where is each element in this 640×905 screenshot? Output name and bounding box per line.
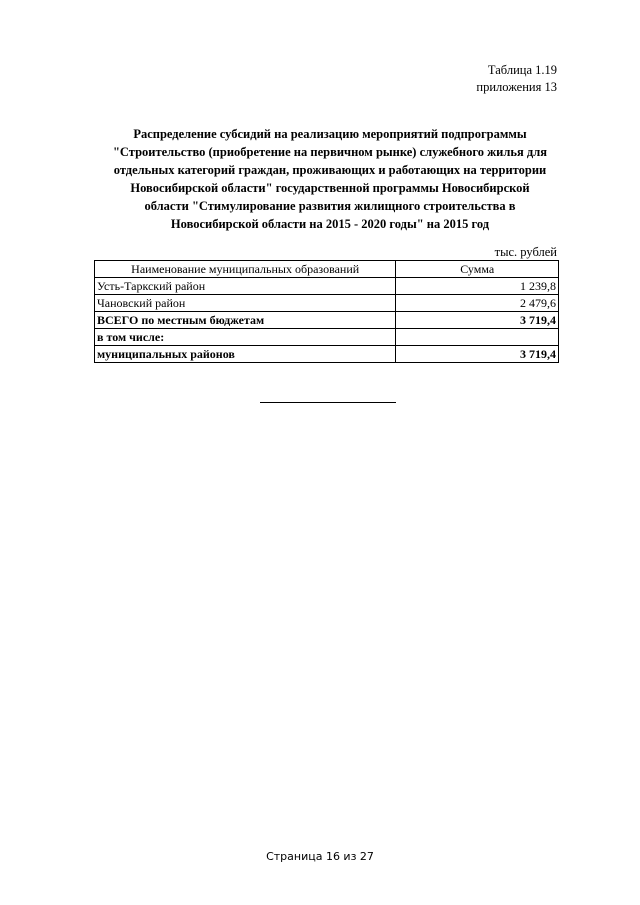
subsidy-table bbox=[94, 260, 559, 363]
including-sum bbox=[396, 329, 559, 346]
including-label: в том числе: bbox=[95, 329, 396, 346]
end-divider bbox=[260, 402, 396, 403]
municipal-districts-sum: 3 719,4 bbox=[396, 346, 559, 363]
table-number: Таблица 1.19 bbox=[487, 63, 557, 77]
row-name: Чановский район bbox=[95, 295, 396, 312]
column-header-name: Наименование муниципальных образований bbox=[95, 261, 396, 278]
row-sum: 2 479,6 bbox=[396, 295, 559, 312]
title-line-4: Новосибирской области" государственной программы Новосибирской bbox=[130, 181, 530, 195]
page-number: Страница 16 из 27 bbox=[266, 850, 374, 863]
total-sum: 3 719,4 bbox=[396, 312, 559, 329]
municipal-districts-row bbox=[95, 346, 559, 363]
title-line-6: Новосибирской области на 2015 - 2020 годы" на 2015 год bbox=[170, 217, 490, 231]
title-line-1: Распределение субсидий на реализацию мероприятий подпрограммы bbox=[133, 127, 527, 141]
table-header-row bbox=[95, 261, 559, 278]
municipal-districts-label: муниципальных районов bbox=[95, 346, 396, 363]
title-line-5: области "Стимулирование развития жилищного строительства в bbox=[144, 199, 516, 213]
table-reference bbox=[476, 62, 557, 96]
table-row bbox=[95, 295, 559, 312]
column-header-sum: Сумма bbox=[396, 261, 559, 278]
row-sum: 1 239,8 bbox=[396, 278, 559, 295]
title-line-3: отдельных категорий граждан, проживающих и работающих на территории bbox=[113, 163, 547, 177]
table-row bbox=[95, 278, 559, 295]
including-row bbox=[95, 329, 559, 346]
document-title bbox=[90, 125, 570, 233]
title-line-2: "Строительство (приобретение на первичном рынке) служебного жилья для bbox=[112, 145, 547, 159]
total-row bbox=[95, 312, 559, 329]
total-label: ВСЕГО по местным бюджетам bbox=[95, 312, 396, 329]
appendix-number: приложения 13 bbox=[476, 80, 557, 94]
row-name: Усть-Таркский район bbox=[95, 278, 396, 295]
unit-label: тыс. рублей bbox=[494, 245, 557, 259]
